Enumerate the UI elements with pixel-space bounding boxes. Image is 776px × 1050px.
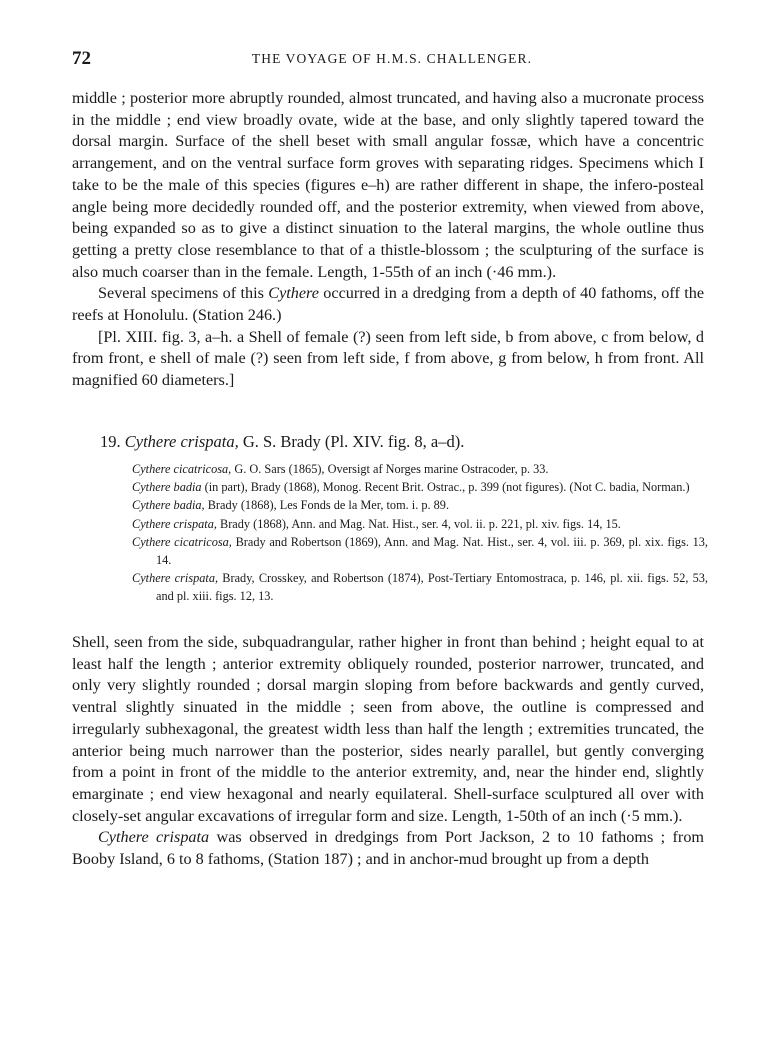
synonymy-entry [132, 533, 708, 569]
synonym-name: Cythere badia [132, 480, 202, 495]
continuation-section [72, 88, 704, 392]
synonymy-entry [132, 569, 708, 605]
synonym-name: Cythere crispata, [132, 516, 217, 531]
locality-text-start: Several specimens of this [98, 284, 269, 303]
species-number: 19. [100, 432, 121, 451]
running-title: THE VOYAGE OF H.M.S. CHALLENGER. [251, 51, 533, 66]
page-number: 72 [72, 48, 91, 69]
plate-note: [Pl. XIII. fig. 3, a–h. a Shell of female (?) seen from left side, b from above, c from below, d from front, e shell of male (?) seen from left side, f from above, g from below, h from front. All magnified 60 diameters.] [72, 327, 704, 390]
synonym-name: Cythere crispata, [132, 571, 219, 586]
synonym-name: Cythere badia, [132, 498, 205, 513]
page-header [72, 48, 712, 72]
species-locality-text: was observed in dredgings from Port Jackson, 2 to 10 fathoms ; from Booby Island, 6 to 8 fathoms, (Station 187) ; and in anchor-mud brought up from a depth [72, 828, 705, 869]
synonym-reference: G. O. Sars (1865), Oversigt af Norges marine Ostracoder, p. 33. [231, 462, 549, 476]
species-name: Cythere crispata, [124, 432, 239, 451]
synonym-name: Cythere cicatricosa, [132, 534, 232, 549]
locality-paragraph [72, 283, 704, 326]
species-description-section [72, 632, 704, 871]
synonym-reference: Brady (1868), Ann. and Mag. Nat. Hist., ser. 4, vol. ii. p. 221, pl. xiv. figs. 14, 15. [216, 516, 621, 531]
locality-genus: Cythere [268, 284, 319, 303]
synonymy-entry [132, 460, 708, 478]
synonym-reference: Brady, Crosskey, and Robertson (1874), Post-Tertiary Entomostraca, p. 146, pl. xii. figs. 52, 53, and pl. xiii. figs. 12, 13. [156, 571, 708, 604]
locality-text-end: occurred in a dredging from a depth of 40 fathoms, off the reefs at Honolulu. (Station 246.) [72, 284, 705, 325]
synonymy-entry [132, 515, 708, 533]
synonym-name: Cythere cicatricosa, [132, 462, 232, 476]
synonymy-entry [132, 478, 708, 496]
continued-description: middle ; posterior more abruptly rounded, almost truncated, and having also a mucronate process in the middle ; end view broadly ovate, wide at the base, and only slightly tapered toward the dorsal margin. Surface of the shell beset with small angular fossæ, which have a concentric arrangement, and on the ventral surface form groves with separating ridges. Specimens which I take to be the male of this species (figures e–h) are rather different in shape, the infero-posteal angle being more decidedly rounded off, and the posterior extremity, when viewed from above, being expanded so as to give a distinct sinuation to the lateral margins, the whole outline thus getting a pretty close resemblance to that of a thistle-blossom ; the sculpturing of the surface is also much coarser than in the female. Length, 1-55th of an inch (·46 mm.). [72, 89, 704, 281]
species-locality [72, 827, 704, 870]
synonym-reference: (in part), Brady (1868), Monog. Recent Brit. Ostrac., p. 399 (not figures). (Not C. badia, Norman.) [201, 480, 690, 495]
synonym-reference: Brady and Robertson (1869), Ann. and Mag. Nat. Hist., ser. 4, vol. iii. p. 369, pl. xix. figs. 13, 14. [156, 534, 708, 568]
species-heading [100, 432, 710, 452]
synonymy-list [132, 460, 708, 606]
species-author: G. S. Brady (Pl. XIV. fig. 8, a–d). [238, 432, 465, 451]
synonymy-entry [132, 496, 708, 514]
synonym-reference: Brady (1868), Les Fonds de la Mer, tom. i. p. 89. [204, 498, 450, 513]
species-description: Shell, seen from the side, subquadrangular, rather higher in front than behind ; height equal to at least half the length ; anterior extremity obliquely rounded, posterior narrower, truncated, and only very slightly rounded ; dorsal margin sloping from before backwards and gently curved, ventral slightly sinuated in the middle ; seen from above, the outline is compressed and irregularly subhexagonal, the greatest width less than half the length ; extremities truncated, the anterior being much narrower than the posterior, sides nearly parallel, but gently converging from a point in front of the middle to the anterior extremity, and, near the hinder end, slightly emarginate ; end view hexagonal and nearly equilateral. Shell-surface sculptured all over with closely-set angular excavations of irregular form and size. Length, 1-50th of an inch (·5 mm.). [72, 633, 704, 825]
species-locality-genus: Cythere crispata [98, 828, 210, 847]
